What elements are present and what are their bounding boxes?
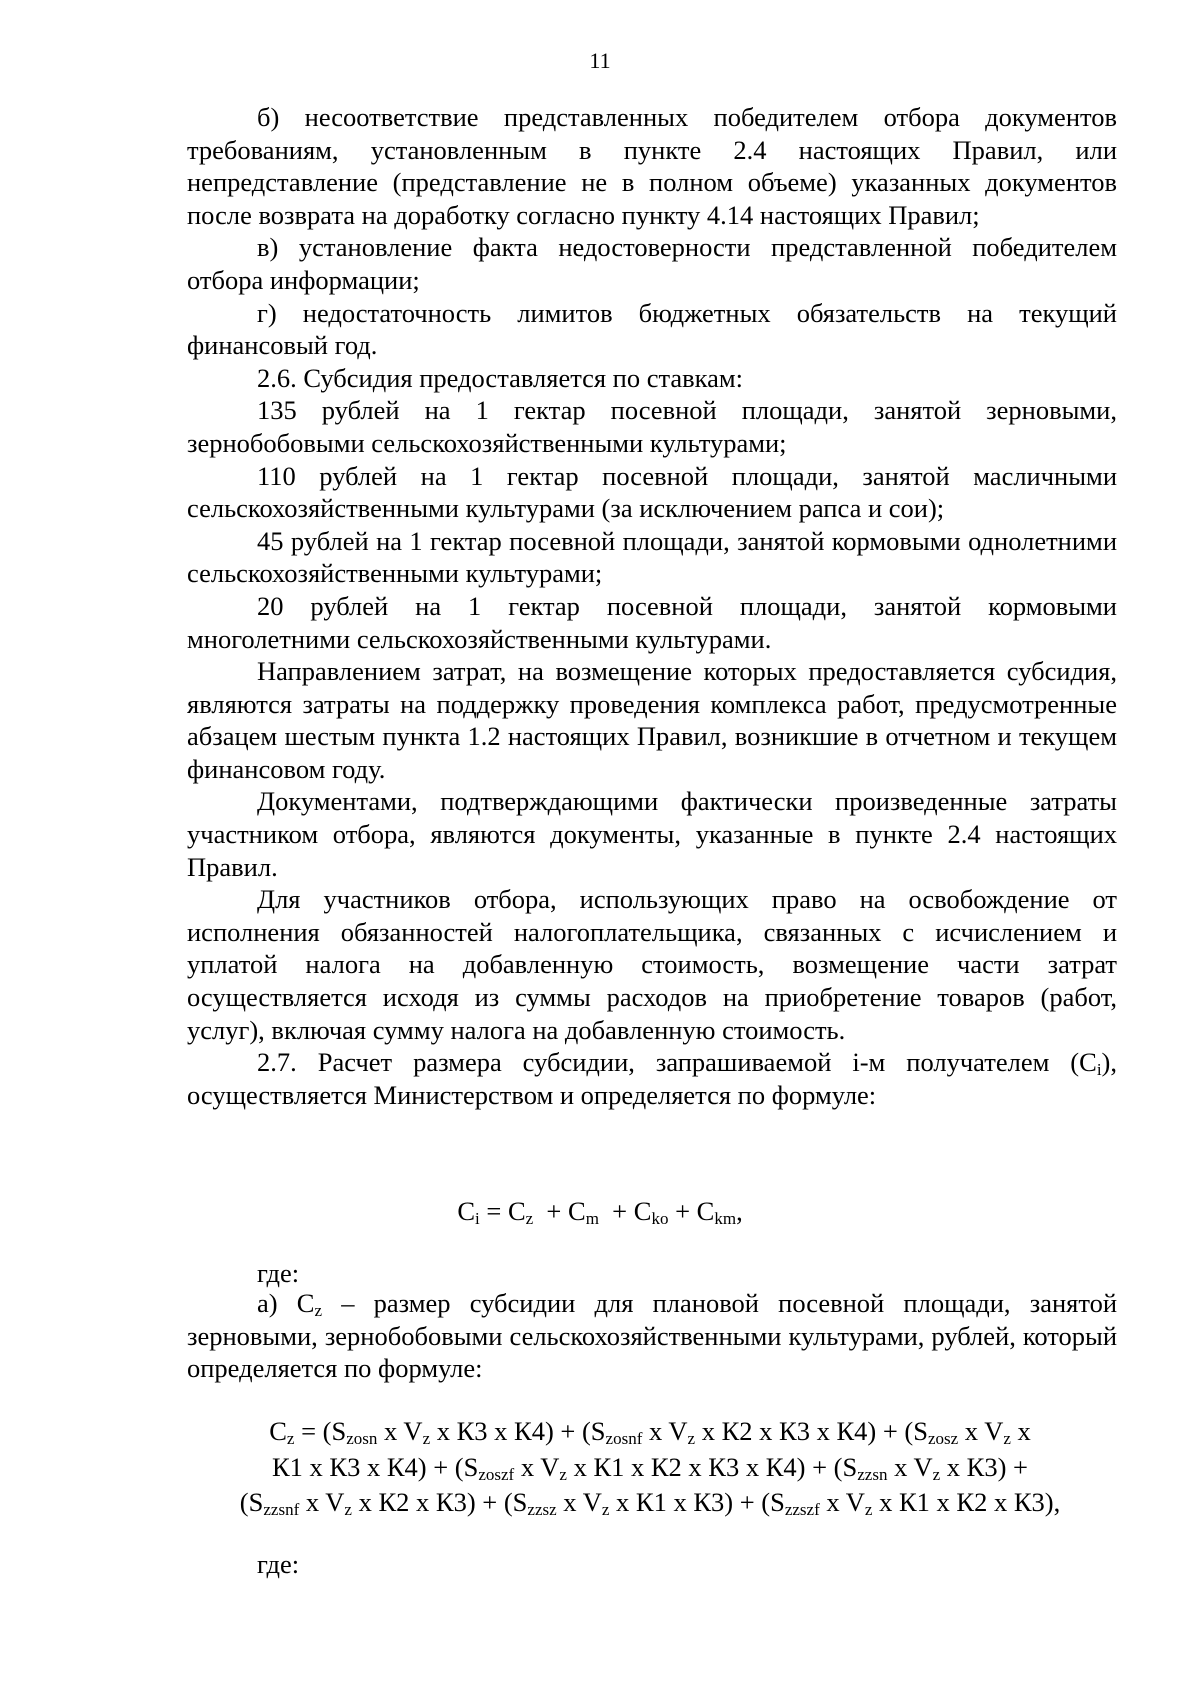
formula-subscript: zosn [346,1429,378,1448]
formula-text: x V [514,1451,560,1482]
formula-text: x [1010,1416,1031,1446]
paragraph-g: г) недостаточность лимитов бюджетных обязательств на текущий финансовый год. [187,297,1117,361]
formula-subscript: z [601,1500,610,1519]
rate-oilseed: 110 рублей на 1 гектар посевной площади, занятой масличными сельскохозяйственными культурами (за исключением рапса и сои); [187,460,1117,524]
formula-cz-line-1 [150,1414,1150,1450]
paragraph-cost-direction: Направлением затрат, на возмещение которых предоставляется субсидия, являются затраты на поддержку проведения комплекса работ, предусмотренные абзацем шестым пункта 1.2 настоящих Правил, возникшие в отчетном и текущем финансовом году. [187,656,1117,784]
formula-text: x К2 x К3 x К4) + (S [695,1416,928,1446]
formula-text: x К3 x К4) + (S [430,1416,606,1446]
formula-text: К1 x К3 x К4) + (S [271,1451,479,1482]
paragraph-a-cz: а) $C_z$ – размер субсидии для плановой посевной площади, занятой зерновыми, зернобобовыми сельскохозяйственными культурами, рублей, который определяется по формуле: [187,1288,1118,1384]
formula-subscript: z [932,1464,941,1484]
formula-cz-line-3 [150,1485,1150,1521]
formula-text: x К1 x К2 x К3), [872,1487,1061,1517]
formula-subscript: z [864,1500,873,1519]
formula-text: x V [556,1487,602,1517]
formula-text: x V [377,1416,423,1446]
formula-subscript: z [422,1429,431,1448]
formula-text: x К1 x К2 x К3 x К4) + (S [566,1451,858,1482]
formula-subscript: zzsz [527,1500,557,1519]
page-number: 11 [589,48,611,73]
rate-grain: 135 рублей на 1 гектар посевной площади, занятой зерновыми, зернобобовыми сельскохозяйственными культурами; [187,395,1117,458]
rate-perennial-fodder: 20 рублей на 1 гектар посевной площади, занятой кормовыми многолетними сельскохозяйственными культурами. [187,590,1117,654]
where-label-2: где: [257,1549,300,1579]
formula-subscript: zzszf [784,1500,820,1519]
document-body-2 [187,1287,1117,1385]
formula-text: x К3) + [940,1451,1028,1482]
formula-text: x V [299,1487,345,1517]
formula-text: x К1 x К3) + (S [609,1487,785,1517]
paragraph-b: б) несоответствие представленных победителем отбора документов требованиям, установленным в пункте 2.4 настоящих Правил, или непредставление (представление не в полном объеме) указанных документов после возврата на доработку согласно пункту 4.14 настоящих Правил; [187,102,1117,230]
formula-subscript: z [1003,1429,1011,1448]
formula-cz-line-2 [150,1450,1150,1486]
document-body [187,101,1117,1111]
formula-text: (S [239,1487,264,1517]
formula-text: x V [887,1451,933,1482]
paragraph-2-7: 2.7. Расчет размера субсидии, запрашиваемой i-м получателем $(C_i)$, осуществляется Министерством и определяется по формуле: [187,1047,1117,1110]
where-label-1: где: [257,1258,300,1288]
formula-subscript: zzsnf [263,1500,300,1519]
formula-text: x V [958,1416,1004,1446]
formula-text: C [269,1416,287,1446]
rate-annual-fodder: 45 рублей на 1 гектар посевной площади, занятой кормовыми однолетними сельскохозяйственными культурами; [187,525,1117,589]
formula-cz [150,1414,1150,1521]
formula-subscript: zosz [927,1429,959,1448]
formula-subscript: zoszf [478,1464,515,1484]
formula-text: = (S [294,1416,347,1446]
paragraph-v: в) установление факта недостоверности представленной победителем отбора информации; [187,232,1117,295]
formula-subscript: zosnf [605,1429,643,1448]
formula-subscript: z [344,1500,352,1519]
formula-text: x V [642,1416,688,1446]
formula-subscript: z [559,1464,567,1484]
formula-text: x V [819,1487,865,1517]
formula-subscript: z [286,1429,295,1448]
paragraph-2-6: 2.6. Субсидия предоставляется по ставкам: [257,362,744,393]
paragraph-documents: Документами, подтверждающими фактически произведенные затраты участником отбора, являются документы, указанные в пункте 2.4 настоящих Правил. [187,786,1117,882]
formula-subscript: zzsn [857,1464,888,1484]
formula-subscript: z [687,1429,696,1448]
formula-text: x К2 x К3) + (S [351,1487,528,1517]
paragraph-vat: Для участников отбора, использующих право на освобождение от исполнения обязанностей налогоплательщика, связанных с исчислением и уплатой налога на добавленную стоимость, возмещение части затрат осуществляется исходя из суммы расходов на приобретение товаров (работ, услуг), включая сумму налога на добавленную стоимость. [187,884,1117,1045]
formula-ci: $C_i = C_z + C_m + C_{ko} + C_{km}$, [457,1196,743,1228]
